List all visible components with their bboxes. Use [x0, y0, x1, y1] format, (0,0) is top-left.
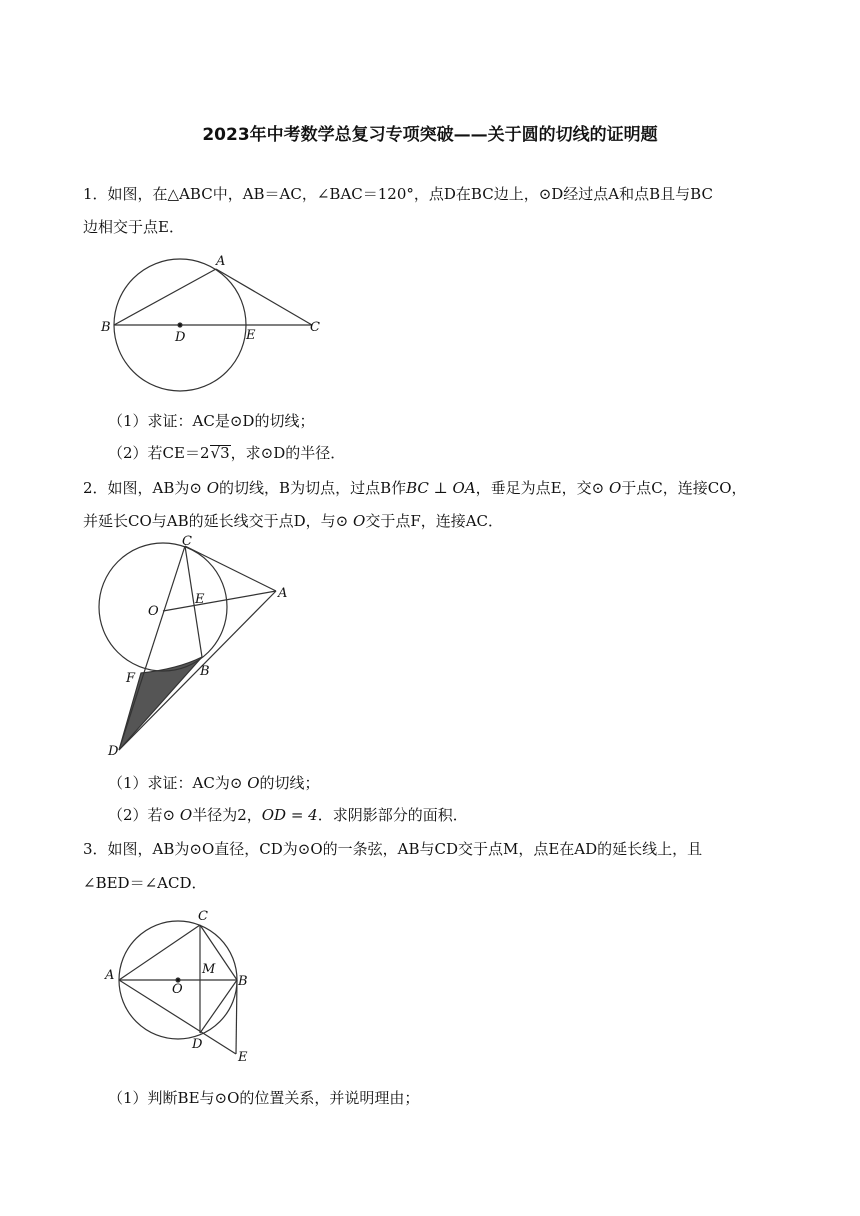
label-d: D — [108, 744, 119, 759]
sqrt-symbol: √3 — [210, 444, 230, 462]
problem-1-question-2: （2）若CE＝2√3，求⊙D的半径． — [108, 444, 346, 462]
segment-ad — [119, 591, 276, 750]
problem-2-figure — [98, 535, 298, 765]
label-a: A — [278, 586, 288, 601]
center-point-d — [178, 323, 182, 327]
label-d: D — [192, 1037, 203, 1052]
segment-ca — [185, 546, 276, 591]
problem-2-question-1: （1）求证：AC为⊙ O的切线； — [108, 774, 320, 792]
label-b: B — [200, 664, 210, 679]
label-b: B — [238, 974, 248, 989]
label-o: O — [148, 604, 159, 619]
label-e: E — [195, 592, 205, 607]
problem-1-stem-line-1 — [83, 183, 713, 204]
problem-3-stem-line-2: ∠BED＝∠ACD． — [83, 874, 207, 892]
page-title: 2023年中考数学总复习专项突破——关于圆的切线的证明题 — [202, 125, 658, 145]
problem-1-stem-line-2: 边相交于点E． — [83, 218, 184, 236]
problem-3-question-1: （1）判断BE与⊙O的位置关系，并说明理由； — [108, 1089, 420, 1107]
circle-o — [99, 543, 227, 671]
problem-1-figure — [98, 245, 338, 395]
segment-cd — [119, 546, 185, 750]
problem-1-number: 1． — [83, 185, 108, 203]
label-o: O — [172, 982, 183, 997]
problem-3-figure — [98, 905, 258, 1065]
segment-ac — [216, 269, 312, 325]
problem-2-stem-line-1: 2．如图，AB为⊙ O的切线，B为切点，过点B作BC ⊥ OA，垂足为点E，交⊙ O于点C，连接CO， — [83, 479, 747, 497]
label-m: M — [202, 962, 216, 977]
label-a: A — [105, 968, 115, 983]
problem-2-question-2: （2）若⊙ O半径为2，OD = 4．求阴影部分的面积． — [108, 806, 468, 824]
label-a: A — [216, 254, 226, 269]
problem-1-text-1: 如图，在△ABC中，AB＝AC，∠BAC＝120°，点D在BC边上，⊙D经过点A和点B且与BC — [107, 185, 713, 203]
problem-3-stem-line-1: 3．如图，AB为⊙O直径，CD为⊙O的一条弦，AB与CD交于点M，点E在AD的延长线上，且 — [83, 840, 703, 858]
label-d: D — [175, 330, 186, 345]
problem-2-stem-line-2: 并延长CO与AB的延长线交于点D，与⊙ O交于点F，连接AC． — [83, 512, 504, 530]
label-c: C — [182, 535, 192, 549]
label-e: E — [238, 1050, 248, 1065]
label-f: F — [126, 671, 136, 686]
segment-ab — [114, 269, 216, 325]
segment-db — [200, 980, 237, 1033]
problem-1-question-1: （1）求证：AC是⊙D的切线； — [108, 412, 315, 430]
label-b: B — [101, 320, 111, 335]
label-c: C — [198, 909, 208, 924]
label-c: C — [310, 320, 320, 335]
label-e: E — [246, 328, 256, 343]
segment-ac — [119, 925, 200, 980]
